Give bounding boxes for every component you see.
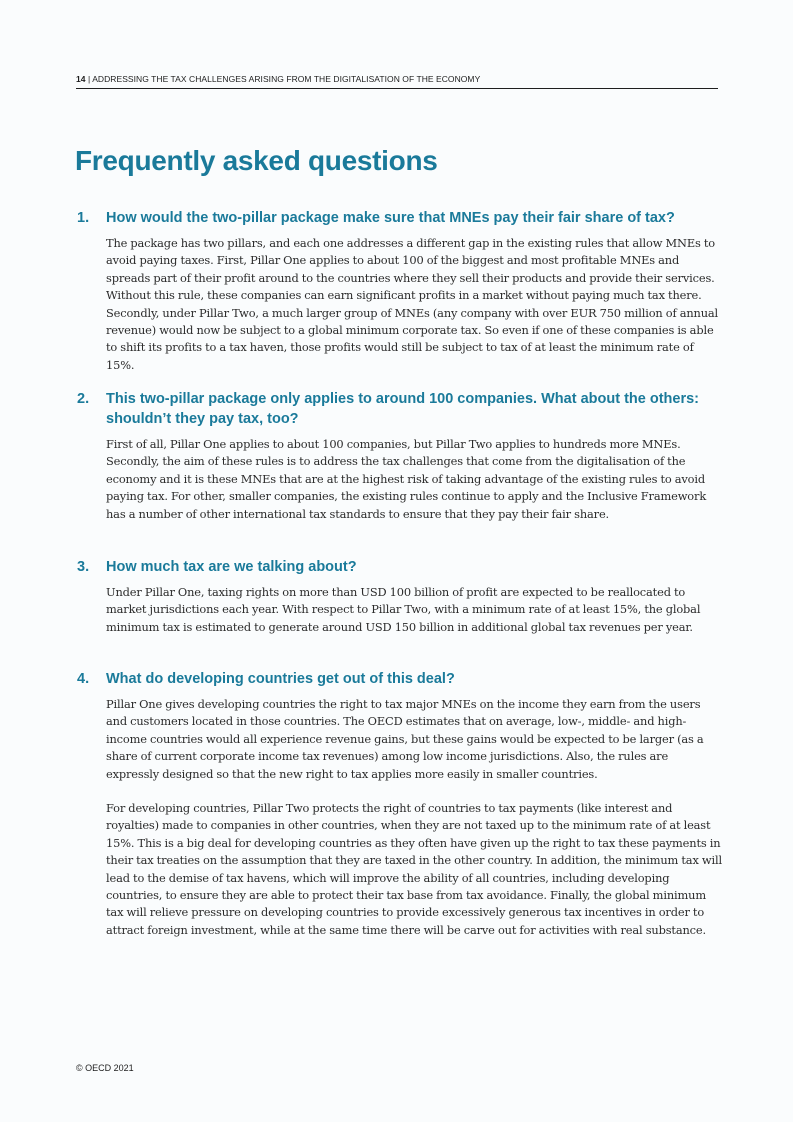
- faq-answer-paragraph: The package has two pillars, and each one addresses a different gap in the existing rules that allow MNEs to avoid paying taxes. First, Pillar One applies to about 100 of the biggest and most profitable MNEs and spreads part of their profit around to the countries where they sell their products and provide their services. Without this rule, these companies can earn significant profits in a market without paying much tax there. Secondly, under Pillar Two, a much larger group of MNEs (any company with over EUR 750 million of annual revenue) would now be subject to a global minimum corporate tax. So even if one of these companies is able to shift its profits to a tax haven, those profits would still be subject to tax of at least the minimum rate of 15%.: [106, 236, 719, 372]
- faq-number: 2.: [77, 391, 90, 407]
- faq-question-text: How much tax are we talking about?: [106, 559, 357, 575]
- faq-answer: [106, 436, 722, 523]
- faq-item-2: [77, 389, 722, 523]
- faq-item-3: [77, 557, 722, 636]
- faq-question: [77, 208, 722, 228]
- faq-answer: [106, 235, 722, 374]
- copyright-footer: © OECD 2021: [76, 1063, 134, 1073]
- page-number: 14: [76, 74, 86, 84]
- faq-question: [77, 669, 722, 689]
- faq-number: 1.: [77, 210, 90, 226]
- faq-answer: [106, 584, 722, 636]
- faq-answer-paragraph: Pillar One gives developing countries the right to tax major MNEs on the income they earn from the users and customers located in those countries. The OECD estimates that on average, low-, middle- and high-income countries would all experience revenue gains, but these gains would be expected to be larger (as a share of current corporate income tax revenues) among low income jurisdictions. Also, the rules are expressly designed so that the new right to tax applies more easily in smaller countries.: [106, 697, 704, 781]
- running-title: ADDRESSING THE TAX CHALLENGES ARISING FROM THE DIGITALISATION OF THE ECONOMY: [92, 74, 481, 84]
- faq-number: 3.: [77, 559, 90, 575]
- faq-question-text: What do developing countries get out of this deal?: [106, 671, 455, 687]
- faq-answer: [106, 696, 722, 939]
- faq-question-text: How would the two-pillar package make sure that MNEs pay their fair share of tax?: [106, 210, 675, 226]
- faq-answer-paragraph: Under Pillar One, taxing rights on more than USD 100 billion of profit are expected to be reallocated to market jurisdictions each year. With respect to Pillar Two, with a minimum rate of at least 15%, the global minimum tax is estimated to generate around USD 150 billion in additional global tax revenues per year.: [106, 585, 701, 634]
- faq-answer-paragraph: First of all, Pillar One applies to about 100 companies, but Pillar Two applies to hundreds more MNEs. Secondly, the aim of these rules is to address the tax challenges that come from the digitalisation of the economy and it is these MNEs that are at the highest risk of taking advantage of the existing rules to avoid paying tax. For other, smaller companies, the existing rules continue to apply and the Inclusive Framework has a number of other international tax standards to ensure that they pay their fair share.: [106, 437, 707, 521]
- page-title: Frequently asked questions: [75, 145, 438, 176]
- faq-number: 4.: [77, 671, 90, 687]
- faq-item-4: [77, 669, 722, 939]
- faq-answer-paragraph: For developing countries, Pillar Two protects the right of countries to tax payments (like interest and royalties) made to companies in other countries, when they are not taxed up to the minimum rate of at least 15%. This is a big deal for developing countries as they often have given up the right to tax these payments in their tax treaties on the assumption that they are taxed in the other country. In addition, the minimum tax will lead to the demise of tax havens, which will improve the ability of all countries, including developing countries, to ensure they are able to protect their tax base from tax avoidance. Finally, the global minimum tax will relieve pressure on developing countries to provide excessively generous tax incentives in order to attract foreign investment, while at the same time there will be carve out for activities with real substance.: [106, 801, 722, 937]
- faq-question: [77, 389, 722, 429]
- faq-question-text: This two-pillar package only applies to around 100 companies. What about the others: shouldn’t they pay tax, too?: [106, 391, 699, 427]
- running-header: [76, 74, 718, 89]
- faq-question: [77, 557, 722, 577]
- faq-item-1: [77, 208, 722, 374]
- header-separator: |: [85, 74, 93, 84]
